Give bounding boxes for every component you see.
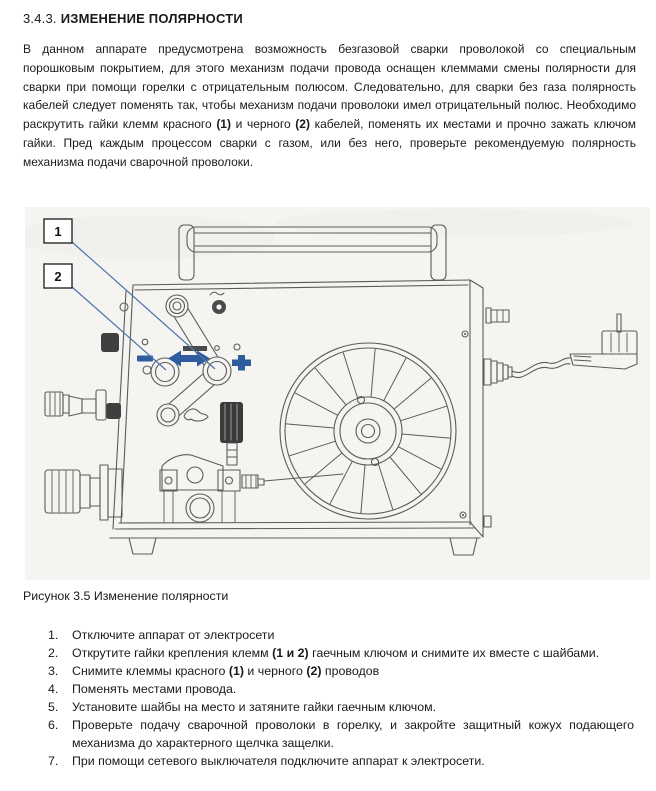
steps-list [23, 626, 634, 770]
callout-label-2: 2 [54, 269, 62, 284]
step-item-1 [23, 626, 634, 644]
step-text: Отключите аппарат от электросети [72, 628, 275, 642]
callout-label-1: 1 [54, 224, 62, 239]
latch-knob-lower [106, 403, 121, 419]
step-text: Проверьте подачу сварочной проволоки в горелку, и закройте защитный кожух подающего механизма до характерного щелчка защелки. [72, 718, 634, 750]
figure-area [25, 207, 650, 580]
step-number: 4. [48, 682, 59, 696]
step-number: 7. [48, 754, 59, 768]
step-number: 5. [48, 700, 59, 714]
step-number: 3. [48, 664, 59, 678]
section-number: 3.4.3. [23, 11, 57, 26]
vent-slot [183, 346, 207, 351]
scan-background [25, 207, 650, 580]
step-item-6 [23, 716, 634, 752]
step-text: Снимите клеммы красного (1) и черного (2) проводов [72, 664, 380, 678]
step-number: 1. [48, 628, 59, 642]
step-item-7 [23, 752, 634, 770]
section-title: ИЗМЕНЕНИЕ ПОЛЯРНОСТИ [60, 11, 243, 26]
step-text: Открутите гайки крепления клемм (1 и 2) гаечным ключом и снимите их вместе с шайбами. [72, 646, 600, 660]
step-text: Установите шайбы на место и затяните гайки гаечным ключом. [72, 700, 437, 714]
step-text: При помощи сетевого выключателя подключите аппарат к электросети. [72, 754, 485, 768]
step-item-3 [23, 662, 634, 680]
step-item-2 [23, 644, 634, 662]
machine-figure [25, 207, 650, 580]
intro-paragraph: В данном аппарате предусмотрена возможность безгазовой сварки проволокой со специальным порошковым покрытием, для этого механизм подачи провода оснащен клеммами смены полярности для сварки при помощи горелки с отрицательным полюсом. Следовательно, для сварки без газа полярность кабелей следует поменять так, чтобы механизм подачи проволоки имел отрицательный полюс. Необходимо раскрутить гайки клемм красного (1) и черного (2) кабелей, поменять их местами и прочно зажать ключом гайки. Пред каждым процессом сварки с газом, или без него, проверьте рекомендуемую полярность механизма подачи сварочной проволоки. [23, 42, 637, 169]
section-heading [23, 10, 243, 27]
step-text: Поменять местами провода. [72, 682, 237, 696]
latch-knob-upper [101, 333, 119, 352]
figure-caption: Рисунок 3.5 Изменение полярности [23, 589, 229, 603]
step-item-4 [23, 680, 634, 698]
step-number: 2. [48, 646, 59, 660]
step-number: 6. [48, 718, 59, 732]
step-item-5 [23, 698, 634, 716]
